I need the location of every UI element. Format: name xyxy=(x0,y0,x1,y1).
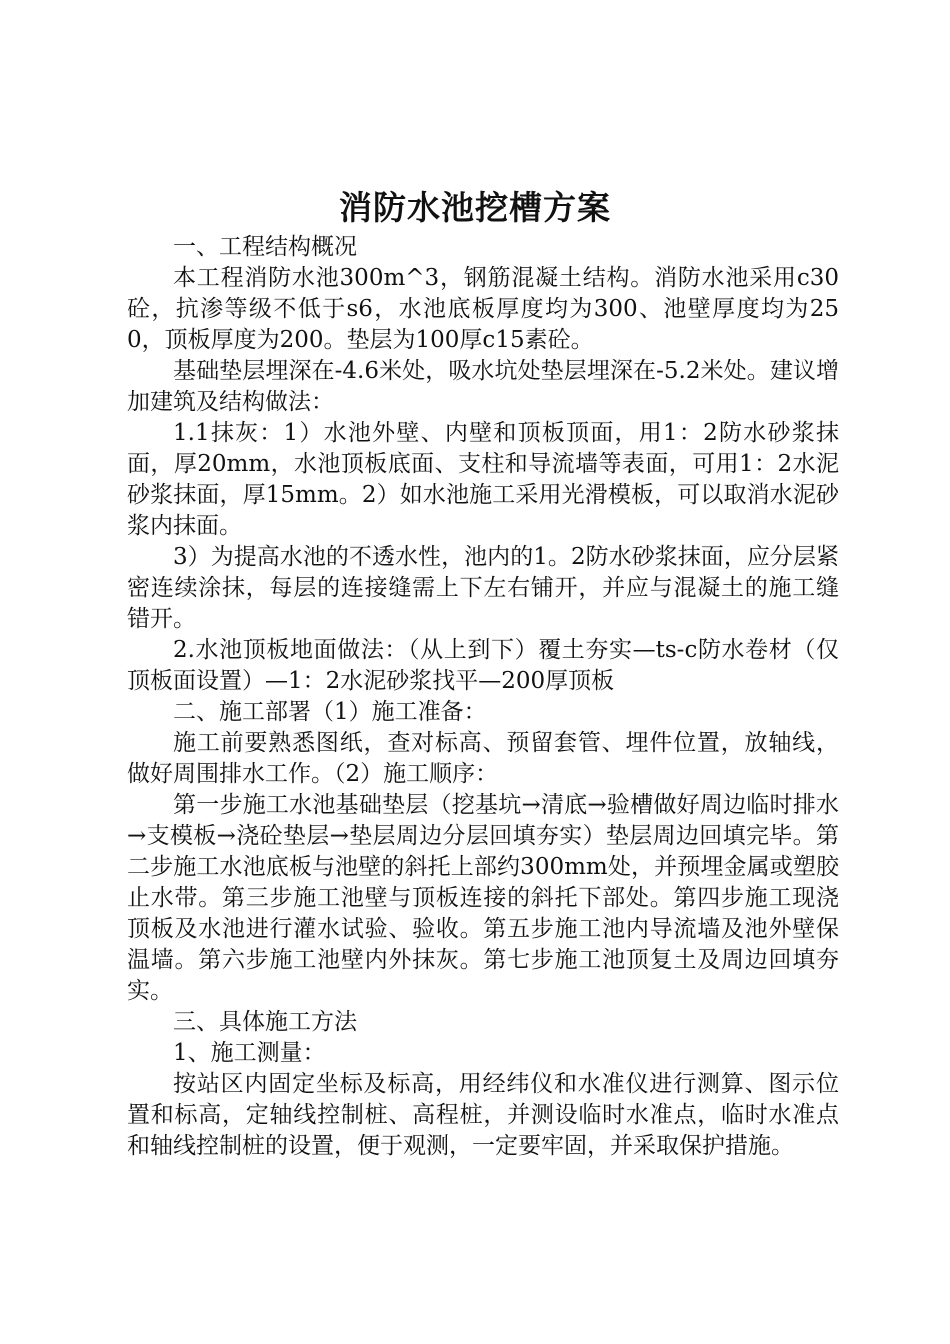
paragraph-preparation: 施工前要熟悉图纸，查对标高、预留套管、埋件位置，放轴线，做好周围排水工作。（2）施工顺序： xyxy=(127,730,839,787)
paragraph-impermeability: 3）为提高水池的不透水性，池内的1。2防水砂浆抹面，应分层紧密连续涂抹，每层的连接缝需上下左右铺开，并应与混凝土的施工缝错开。 xyxy=(127,544,839,632)
document-body xyxy=(127,232,839,1162)
section-heading-construction-deployment: 二、施工部署（1）施工准备： xyxy=(173,699,487,725)
paragraph-roof-slab-method: 2.水池顶板地面做法：（从上到下）覆土夯实—ts-c防水卷材（仅顶板面设置）—1：2水泥砂浆找平—200厚顶板 xyxy=(127,637,839,694)
paragraph-construction-sequence: 第一步施工水池基础垫层（挖基坑→清底→验槽做好周边临时排水→支模板→浇砼垫层→垫层周边分层回填夯实）垫层周边回填完毕。第二步施工水池底板与池壁的斜托上部约300mm处，并预埋金属或塑胶止水带。第三步施工池壁与顶板连接的斜托下部处。第四步施工现浇顶板及水池进行灌水试验、验收。第五步施工池内导流墙及池外壁保温墙。第六步施工池壁内外抹灰。第七步施工池顶复土及周边回填夯实。 xyxy=(127,792,839,1004)
paragraph-plastering: 1.1抹灰：1）水池外壁、内壁和顶板顶面，用1：2防水砂浆抹面，厚20mm，水池顶板底面、支柱和导流墙等表面，可用1：2水泥砂浆抹面，厚15mm。2）如水池施工采用光滑模板，可以取消水泥砂浆内抹面。 xyxy=(127,420,839,539)
document-title: 消防水池挖槽方案 xyxy=(339,188,611,227)
paragraph-pool-specs: 本工程消防水池300m^3，钢筋混凝土结构。消防水池采用c30砼，抗渗等级不低于s6，水池底板厚度均为300、池壁厚度均为250，顶板厚度为200。垫层为100厚c15素砼。 xyxy=(127,265,839,353)
section-heading-project-overview: 一、工程结构概况 xyxy=(173,234,357,260)
paragraph-surveying: 按站区内固定坐标及标高，用经纬仪和水准仪进行测算、图示位置和标高，定轴线控制桩、高程桩，并测设临时水准点，临时水准点和轴线控制桩的设置，便于观测，一定要牢固，并采取保护措施。 xyxy=(127,1071,839,1159)
section-heading-construction-methods: 三、具体施工方法 xyxy=(173,1009,357,1035)
paragraph-foundation-depth: 基础垫层埋深在-4.6米处，吸水坑处垫层埋深在-5.2米处。建议增加建筑及结构做法： xyxy=(127,358,839,415)
subheading-surveying: 1、施工测量： xyxy=(173,1040,326,1066)
